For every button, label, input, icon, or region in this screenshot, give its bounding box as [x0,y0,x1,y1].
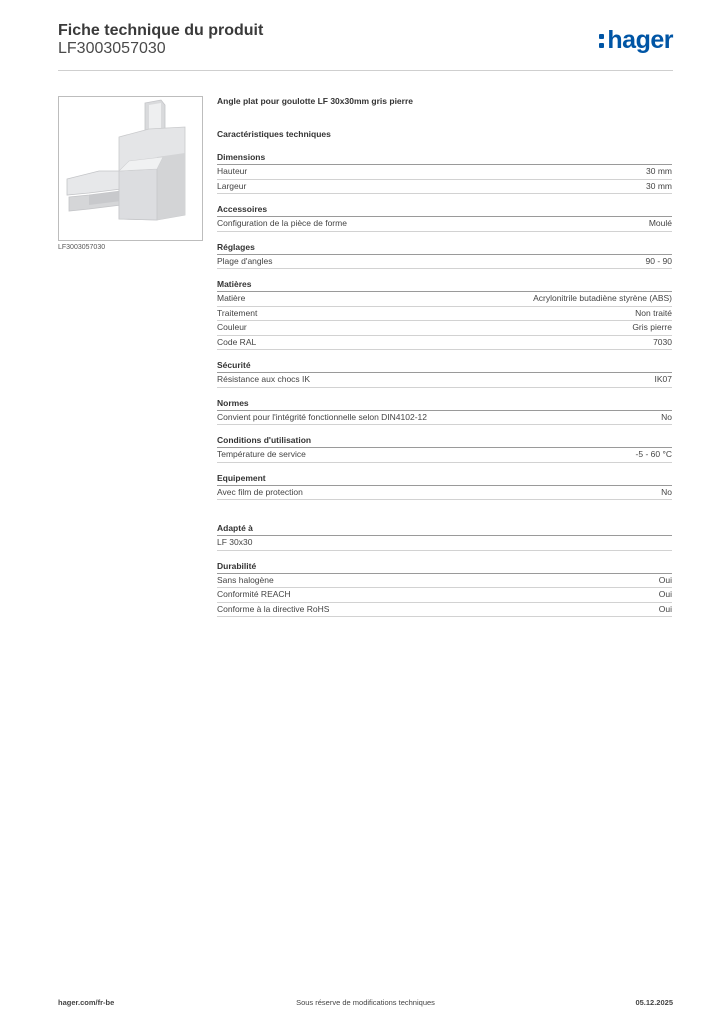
section-title: Adapté à [217,522,672,536]
spec-value: Oui [658,574,672,585]
spec-value: Moulé [648,218,672,228]
spec-label: Couleur [217,322,247,332]
spec-label: Plage d'angles [217,255,273,266]
spec-row [217,336,672,351]
spec-section [217,203,672,232]
spec-value: Non traité [635,307,672,318]
spec-row [217,603,672,618]
product-angle-icon [59,97,202,240]
spec-label: Traitement [217,307,258,318]
spec-row [217,373,672,388]
spec-section [217,241,672,270]
section-title: Accessoires [217,203,672,217]
spec-section [217,278,672,350]
spec-label: Température de service [217,449,306,459]
spec-section [217,359,672,388]
spec-section [217,434,672,463]
product-name: Angle plat pour goulotte LF 30x30mm gris pierre [217,96,414,106]
spec-label: Sans halogène [217,574,274,585]
spec-row [217,255,672,270]
specification-sections [217,151,672,617]
section-title: Durabilité [217,560,672,574]
spec-row [217,292,672,307]
spec-row [217,180,672,195]
section-title: Equipement [217,472,672,486]
spec-section [217,397,672,426]
spec-section [217,472,672,501]
spec-value: No [661,411,672,422]
characteristics-heading: Caractéristiques techniques [217,129,331,139]
spec-section [217,522,672,551]
section-title: Dimensions [217,151,672,165]
spec-value: Oui [658,589,672,599]
spec-label: Hauteur [217,166,248,176]
spec-value: -5 - 60 °C [635,449,672,459]
spec-label: Résistance aux chocs IK [217,374,311,384]
product-reference: LF3003057030 [58,40,166,57]
spec-value: Gris pierre [632,322,672,332]
logo-text: hager [607,26,673,54]
spec-row [217,448,672,463]
product-image [58,96,203,241]
specifications-panel [217,95,672,617]
spec-label: LF 30x30 [217,537,253,547]
spec-label: Matière [217,293,246,303]
spec-row [217,165,672,180]
section-title: Matières [217,278,672,292]
footer-website: hager.com/fr-be [58,998,115,1007]
spec-value: 30 mm [646,166,672,176]
section-title: Réglages [217,241,672,255]
spec-row [217,217,672,232]
spec-section [217,560,672,618]
spec-label: Largeur [217,180,247,191]
document-title: Fiche technique du produit [58,22,264,39]
spec-section [217,151,672,194]
spec-label: Conforme à la directive RoHS [217,603,330,614]
spec-value: Oui [658,603,672,614]
spec-label: Conformité REACH [217,589,291,599]
spec-row [217,486,672,501]
spec-row [217,411,672,426]
section-title: Sécurité [217,359,672,373]
spec-label: Code RAL [217,336,257,347]
page-header [58,20,673,71]
spec-row [217,536,672,551]
spec-value: 90 - 90 [645,255,672,266]
spec-row [217,588,672,603]
footer-notice: Sous réserve de modifications techniques [296,998,435,1007]
spec-row [217,321,672,336]
spec-value: 30 mm [646,180,672,191]
spec-row [217,574,672,589]
section-title: Normes [217,397,672,411]
logo-colon-icon [599,29,605,51]
hager-logo [599,26,673,54]
spec-value: No [661,486,672,497]
spec-value: Acrylonitrile butadiène styrène (ABS) [533,293,672,303]
image-caption: LF3003057030 [58,244,106,251]
spec-value: IK07 [654,374,672,384]
section-title: Conditions d'utilisation [217,434,672,448]
spec-row [217,307,672,322]
spec-value: 7030 [653,336,672,347]
spec-label: Avec film de protection [217,486,303,497]
spec-label: Convient pour l'intégrité fonctionnelle selon DIN4102-12 [217,411,428,422]
spec-label: Configuration de la pièce de forme [217,218,347,228]
footer-date: 05.12.2025 [635,998,673,1007]
